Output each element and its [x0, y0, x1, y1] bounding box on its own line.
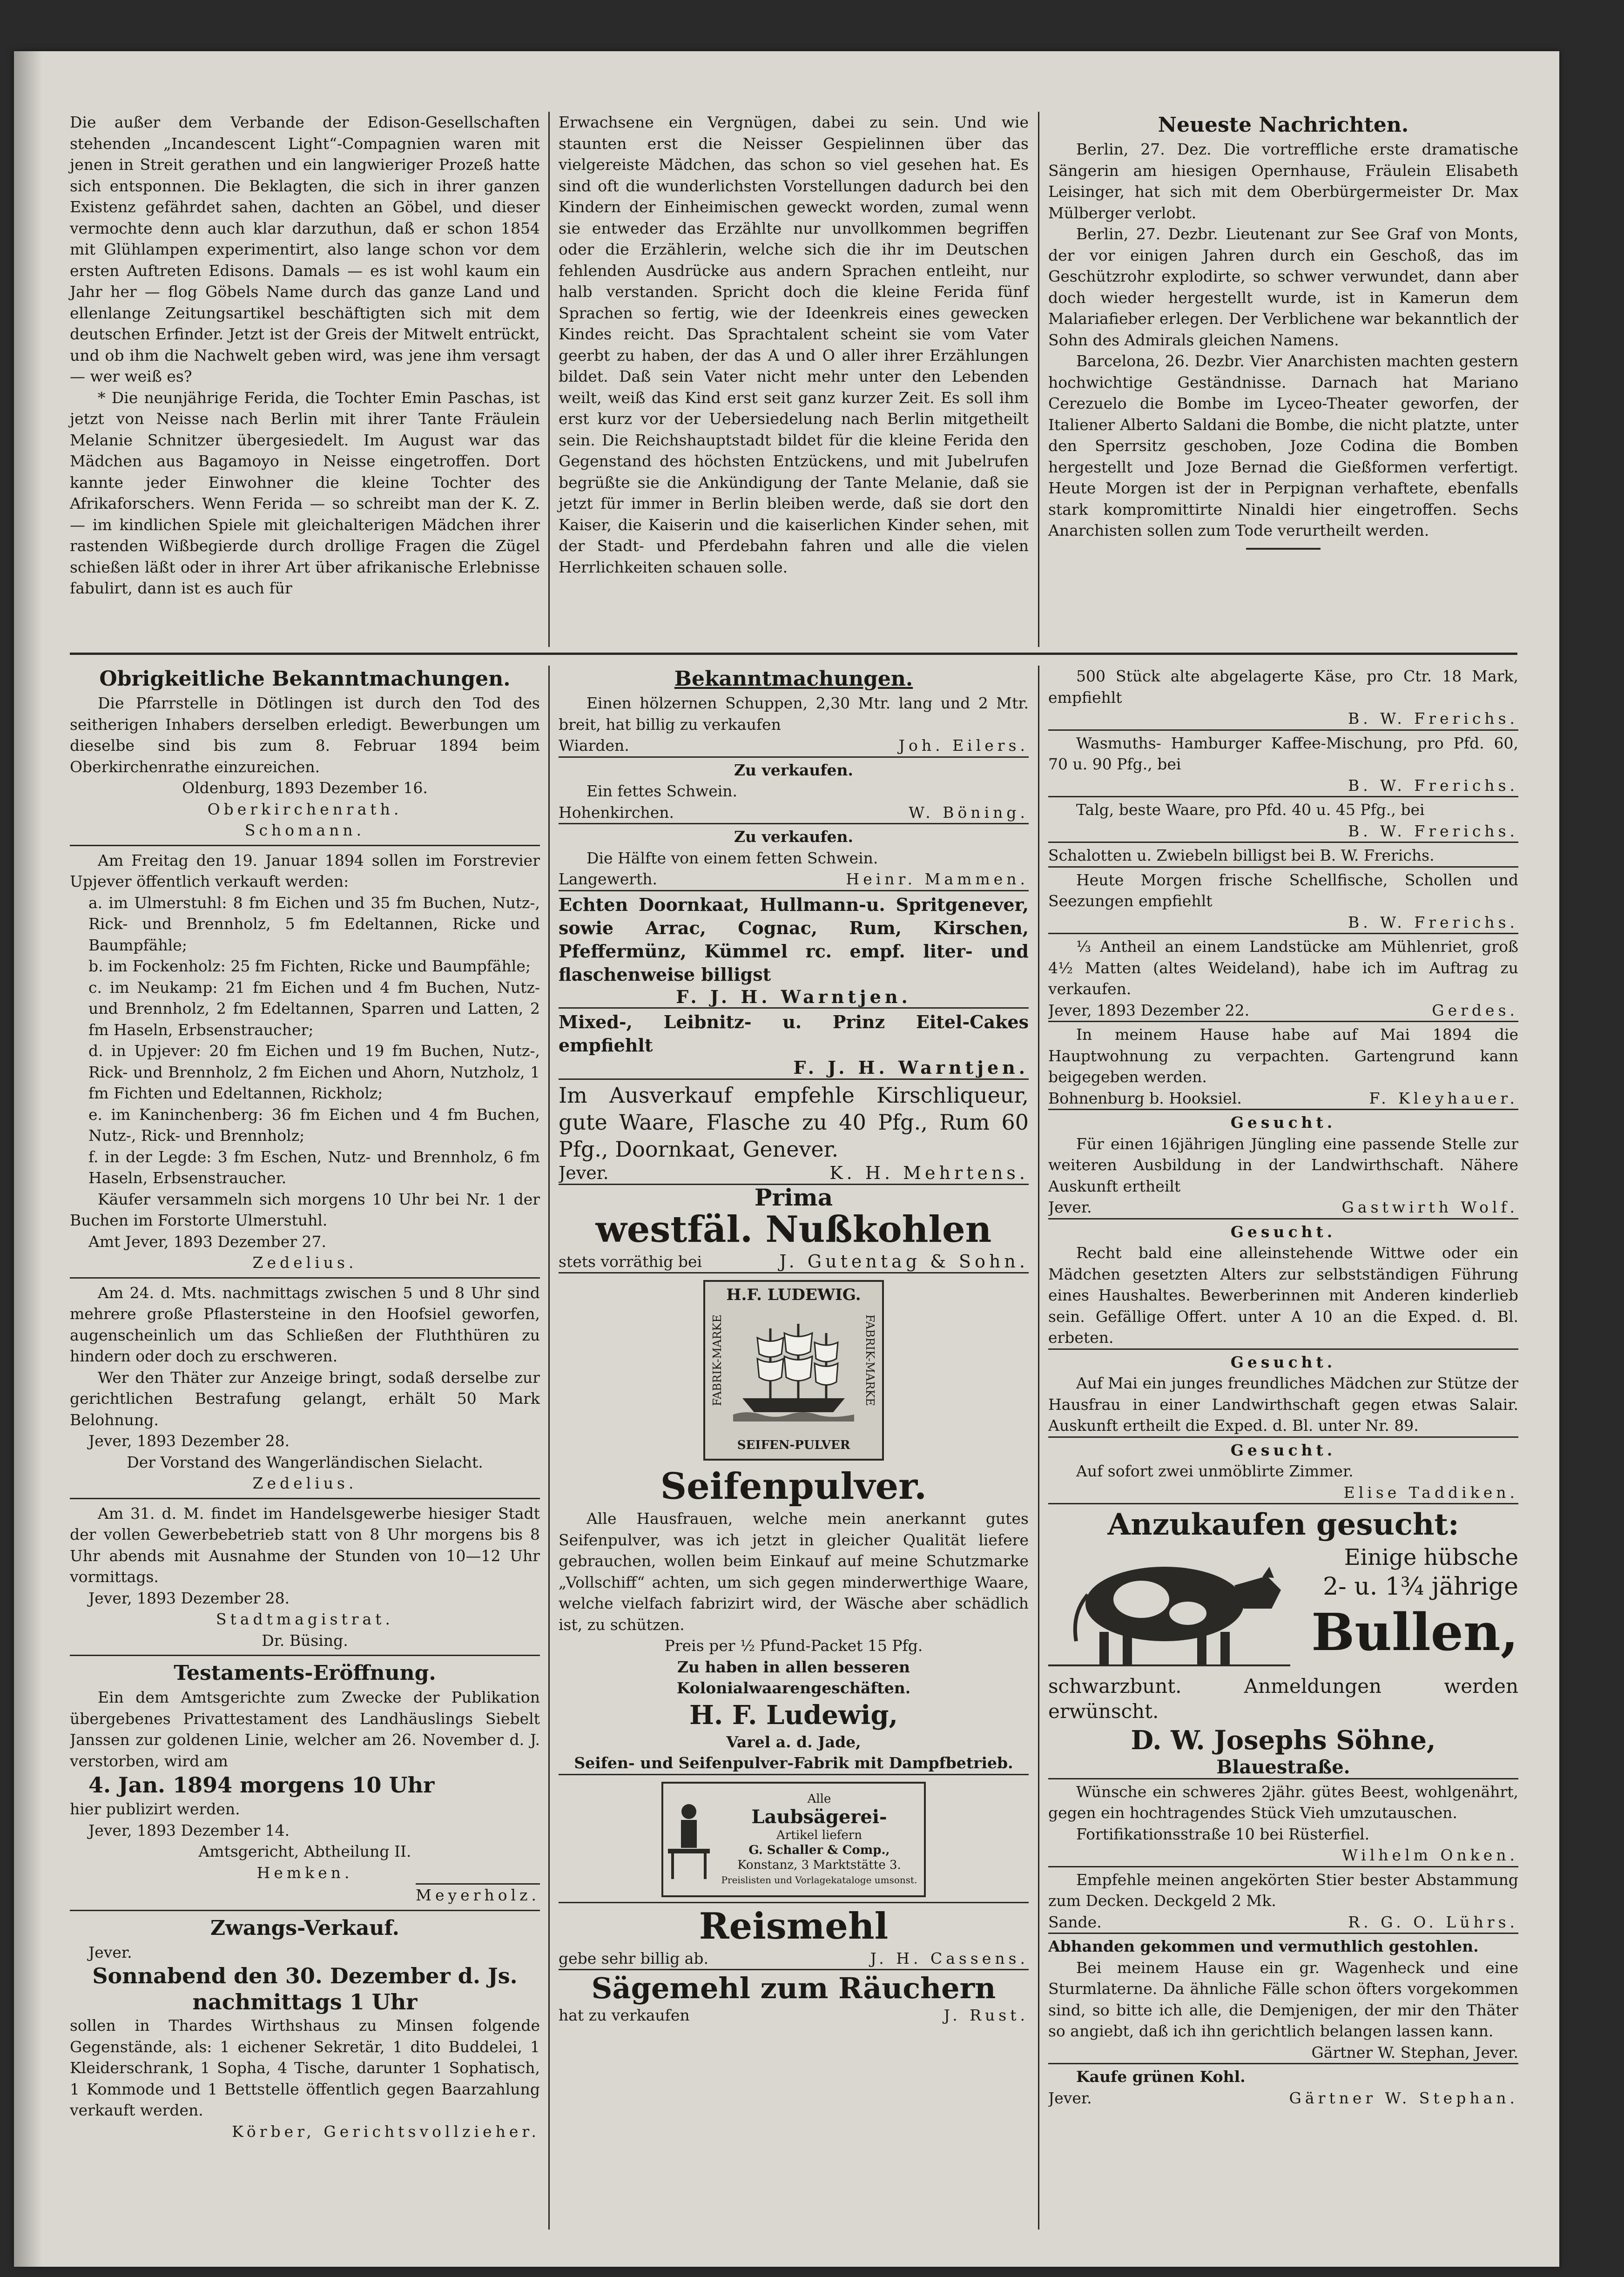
ad-text: Empfehle meinen angekörten Stier bester Abstammung zum Decken. Deckgeld 2 Mk. [1048, 1870, 1518, 1910]
announcement-org: Stadtmagistrat. [216, 1610, 394, 1628]
stamp-line: Artikel liefern [776, 1828, 862, 1842]
forest-sale-intro: Am Freitag den 19. Januar 1894 sollen im Forstrevier Upjever öffentlich verkauft werden: [70, 851, 540, 890]
bull-ad-line: Einige hübsche [1344, 1544, 1518, 1570]
ad-box [1048, 866, 1518, 933]
ad-box [559, 1078, 1029, 1184]
testament-date: 4. Jan. 1894 morgens 10 Uhr [88, 1772, 435, 1798]
ad-box [559, 1184, 1029, 1272]
rule [70, 1277, 540, 1279]
ad-price: Preis per ½ Pfund-Packet 15 Pfg. [664, 1637, 923, 1655]
list-item: a. im Ulmerstuhl: 8 fm Eichen und 35 fm Buchen, Nutz-, Rick- und Brennholz, 5 fm Edeltannen, Ricke und Baumpfähle; [88, 893, 540, 954]
ad-place: Jever. [1048, 1198, 1092, 1216]
announcement-place: Amt Jever, 1893 Dezember 27. [88, 1232, 327, 1251]
ad-place: Jever. [1048, 2088, 1092, 2107]
ad-place: Jever, 1893 Dezember 22. [1048, 1001, 1250, 1019]
ad-name: Gastwirth Wolf. [1341, 1198, 1518, 1216]
ad-signature [559, 802, 1029, 823]
ad-text: gebe sehr billig ab. [559, 1949, 709, 1967]
stamp-line: Laubsägerei- [751, 1805, 887, 1828]
official-announcements-column [70, 666, 540, 2230]
news-heading: Neueste Nachrichten. [1158, 113, 1409, 137]
stamp-line: Alle [807, 1792, 831, 1806]
ad-text: Schalotten u. Zwiebeln billigst bei B. W. Frerichs. [1048, 846, 1435, 864]
ad-box [1048, 1503, 1518, 1778]
ad-heading: Gesucht. [1230, 1113, 1336, 1132]
ad-box [1048, 729, 1518, 796]
ad-name: H. F. Ludewig, [689, 1699, 898, 1731]
ad-name: F. Kleyhauer. [1369, 1089, 1518, 1107]
ad-signature [1048, 1088, 1518, 1109]
announcement-org: Oberkirchenrath. [207, 800, 403, 818]
ad-box [1048, 1348, 1518, 1436]
article-ferida-cont: Erwachsene ein Vergnügen, dabei zu sein. Und wie staunten erst die Neisser Gespielinnen über das vielgereiste Mädchen, das schon so viel gesehen hat. Es sind oft die wunderlichsten Vorstellungen dadurch bei den Kindern der Einheimischen geweckt worden, zumal wenn sie entweder das Erzählte nur unvollkommen begriffen oder die Erzählerin, welche sich die ihr im Deutschen fehlenden Ausdrücke aus andern Sprachen entleiht, nur halb verstanden. Spricht doch die kleine Ferida fünf Sprachen so fertig, wie der Ideenkreis eines gewecken Kindes reicht. Das Sprachtalent scheint sie vom Vater geerbt zu haben, der das A und O aller ihrer Erzählungen bildet. Daß sein Vater nicht mehr unter den Lebenden weilt, weiß das Kind erst seit ganz kurzer Zeit. Es soll ihm erst kurz vor der Uebersiedelung nach Berlin mitgetheilt sein. Die Reichshauptstadt bildet für die kleine Ferida den Gegenstand des höchsten Entzückens, und mit Jubelrufen begrüßte sie die Ankündigung der Tante Melanie, daß sie jetzt für immer in Berlin bleiben werde, daß sie dort den Kaiser, die Kaiserin und die kaiserlichen Kinder sehen, mit der Stadt- und Pferdebahn fahren und alle die vielen Herrlichkeiten schauen solle. [559, 113, 1029, 576]
ad-signature [1048, 1197, 1518, 1218]
logo-bottom-text: SEIFEN-PULVER [737, 1438, 850, 1452]
ad-name: Heinr. Mammen. [846, 870, 1029, 888]
ad-signature [559, 735, 1029, 756]
top-column-3 [1048, 112, 1518, 556]
ad-box [559, 1774, 1029, 1897]
forced-sale-signer: Körber, Gerichtsvollzieher. [232, 2122, 540, 2141]
rule [70, 1910, 540, 1911]
ad-box [1048, 842, 1518, 866]
announcement-clerk: Meyerholz. [416, 1883, 540, 1906]
news-item: Berlin, 27. Dezbr. Lieutenant zur See Graf von Monts, der vor einigen Jahren durch ein Geschoß, das im Geschützrohr explodirte, so schwer verwundet, dann aber doch wieder hergestellt wurde, ist in Kamerun dem Malariafieber erlegen. Der Verblichene war bekanntlich der Sohn des Admirals gleichen Namens. [1048, 225, 1518, 349]
fretsaw-worker-icon [663, 1798, 714, 1881]
announcement-text: Am 24. d. Mts. nachmittags zwischen 5 und 8 Uhr sind mehrere große Pflastersteine in den Hoofsiel geworfen, augenscheinlich um das Schließen der Fluththüren zu hindern oder doch zu erschweren. [70, 1283, 540, 1365]
list-item: d. in Upjever: 20 fm Eichen und 19 fm Buchen, Nutz-, Rick- und Brennholz, 2 fm Eichen und Ahorn, Nutzholz, 1 fm Fichten und Edeltannen, Rickholz; [88, 1042, 540, 1102]
ad-box [559, 1969, 1029, 2026]
testament-heading: Testaments-Eröffnung. [174, 1661, 436, 1685]
ad-text: Einen hölzernen Schuppen, 2,30 Mtr. lang und 2 Mtr. breit, hat billig zu verkaufen [559, 694, 1029, 734]
ad-text: Echten Doornkaat, Hullmann-u. Spritgenever, sowie Arrac, Cognac, Rum, Kirschen, Pfeffermünz, Kümmel rc. empf. liter- und flaschenweise billigst [559, 894, 1029, 985]
ad-signature [1048, 2088, 1518, 2109]
ad-name: J. Gutentag & Sohn. [779, 1251, 1029, 1272]
list-item: c. im Neukamp: 21 fm Eichen und 4 fm Buchen, Nutz- und Brennholz, 2 fm Edeltannen, Sparren und Latten, 2 fm Haseln, Erbsenstraucher; [88, 978, 540, 1039]
announcement-org: Amtsgericht, Abtheilung II. [198, 1842, 411, 1860]
ad-name: Elise Taddiken. [1343, 1483, 1518, 1502]
ad-box [559, 756, 1029, 823]
ad-place: Hohenkirchen. [559, 803, 674, 822]
ad-place: Langewerth. [559, 870, 658, 888]
ad-box [1048, 796, 1518, 842]
ad-place: Bohnenburg b. Hooksiel. [1048, 1089, 1242, 1107]
logo-side-text: FABRIK-MARKE [863, 1314, 876, 1406]
top-column-2 [559, 112, 1029, 578]
official-heading: Obrigkeitliche Bekanntmachungen. [99, 667, 511, 691]
top-column-1 [70, 112, 540, 599]
announcement-signer: Hemken. [256, 1863, 353, 1882]
ad-name: D. W. Josephs Söhne, [1131, 1725, 1436, 1756]
ad-place: Blauestraße. [1216, 1756, 1350, 1778]
rule [70, 845, 540, 846]
ad-signature [1048, 1912, 1518, 1933]
ad-box [1048, 2063, 1518, 2109]
news-item: Berlin, 27. Dez. Die vortreffliche erste dramatische Sängerin am hiesigen Opernhause, Fräulein Elisabeth Leisinger, hat sich mit dem Oberbürgermeister Dr. Max Mülberger verlobt. [1048, 140, 1518, 222]
announcement-place: Jever, 1893 Dezember 28. [88, 1432, 290, 1450]
ad-text: Auf Mai ein junges freundliches Mädchen zur Stütze der Hausfrau in einer Landwirthschaft gegen etwas Salair. Auskunft ertheilt die Exped. d. Bl. unter Nr. 89. [1048, 1374, 1518, 1435]
ad-box [1048, 1021, 1518, 1109]
ad-place: Sande. [1048, 1913, 1102, 1931]
bull-ad-row [1048, 1543, 1518, 1674]
ad-heading: Zu verkaufen. [734, 828, 854, 846]
ad-box [559, 1902, 1029, 1969]
ad-place: Wiarden. [559, 736, 629, 755]
announcement-text: Wer den Thäter zur Anzeige bringt, sodaß derselbe zur gerichtlichen Bestrafung gelangt, erhält 50 Mark Belohnung. [70, 1368, 540, 1429]
page-edge-shadow [14, 51, 42, 2267]
ad-name: Gärtner W. Stephan. [1289, 2088, 1518, 2107]
ad-text: Recht bald eine alleinstehende Wittwe oder ein Mädchen gesetzten Alters zur selbstständigen Führung eines Haushaltes. Bewerberinnen mit Anderen kinderlieb sein. Gefällige Offert. unter A 10 an die Exped. d. Bl. erbeten. [1048, 1244, 1518, 1347]
ship-icon [733, 1319, 854, 1421]
ad-text: Talg, beste Waare, pro Pfd. 40 u. 45 Pfg., bei [1076, 801, 1425, 819]
announcement-signer: Zedelius. [252, 1474, 357, 1492]
ad-text: Für einen 16jährigen Jüngling eine passende Stelle zur weiteren Ausbildung in der Landwirthschaft. Nähere Auskunft ertheilt [1048, 1134, 1518, 1195]
ad-heading: Gesucht. [1230, 1441, 1336, 1459]
bull-ad-text [1290, 1543, 1518, 1663]
ads-heading: Bekanntmachungen. [674, 667, 913, 691]
ad-headline: Seifenpulver. [660, 1465, 927, 1508]
announcement-text: Am 31. d. M. findet im Handelsgewerbe hiesiger Stadt der vollen Gewerbebetrieb statt von 8 Uhr morgens bis 8 Uhr abends mit Ausnahme der Stunden von 10—12 Uhr vormittags. [70, 1504, 540, 1586]
ad-box [1048, 933, 1518, 1021]
ad-signature [559, 1948, 1029, 1969]
rule [70, 1655, 540, 1656]
ad-name: Wilhelm Onken. [1341, 1846, 1518, 1864]
ad-name: J. Rust. [943, 2006, 1029, 2024]
announcement-place: Jever, 1893 Dezember 28. [88, 1589, 290, 1607]
stamp-line: G. Schaller & Comp., [748, 1843, 890, 1857]
announcement-place: Jever, 1893 Dezember 14. [88, 1821, 290, 1839]
ad-text: Bei meinem Hause ein gr. Wagenheck und eine Sturmlaterne. Da ähnliche Fälle schon öfters vorgekommen sind, so bitte ich alle, die Demjenigen, der mir den Thäter so angiebt, daß ich ihn gerichtlich belangen lassen kann. [1048, 1958, 1518, 2040]
ad-text: Wünsche ein schweres 2jähr. gütes Beest, wohlgenährt, gegen ein hochtragendes Stück Vieh umzutauschen. [1048, 1782, 1518, 1822]
ad-headline: Reismehl [699, 1905, 889, 1947]
forest-sale-list [70, 892, 540, 1189]
ad-heading: Abhanden gekommen und vermuthlich gestohlen. [1048, 1937, 1479, 1955]
ad-name: B. W. Frerichs. [1348, 709, 1518, 728]
ad-signature [559, 869, 1029, 890]
ad-place: Varel a. d. Jade, [726, 1732, 861, 1751]
article-ferida: * Die neunjährige Ferida, die Tochter Emin Paschas, ist jetzt von Neisse nach Berlin mit ihrer Tante Fräulein Melanie Schnitzer übergesiedelt. Im August war das Mädchen aus Bagamoyo in Neisse eingetroffen. Dort kannte jeder Einwohner die kleine Tochter des Afrikaforschers. Wenn Ferida — so schreibt man der K. Z. — im kindlichen Spiele mit gleichalterigen Mädchen ihrer rastenden Wißbegierde durch drollige Fragen die Zügel schießen läßt oder in ihrer Art über afrikanische Erlebnisse fabulirt, dann ist es auch für [70, 388, 540, 597]
ad-box [1048, 1778, 1518, 1866]
schaller-stamp [661, 1782, 926, 1897]
ad-text: Alle Hausfrauen, welche mein anerkannt gutes Seifenpulver, was ich jetzt in gleicher Qualität liefere gebrauchen, wollen beim Einkauf auf meine Schutzmarke „Vollschiff“ achten, um sich gegen minderwerthige Waare, welche vielfach fabrizirt wird, der Wäsche aber schädlich ist, zu schützen. [559, 1509, 1029, 1634]
ad-headline: Anzukaufen gesucht: [1107, 1507, 1459, 1542]
ad-box [1048, 1109, 1518, 1218]
bull-ad-headline: Bullen, [1311, 1602, 1518, 1662]
ad-name: J. H. Cassens. [870, 1949, 1029, 1967]
column-divider [1038, 666, 1039, 2230]
ad-box [1048, 1218, 1518, 1348]
section-divider [70, 653, 1517, 655]
ad-heading: Gesucht. [1230, 1353, 1336, 1371]
announcement-signer: Zedelius. [252, 1253, 357, 1272]
ad-signature [1048, 1000, 1518, 1021]
column-divider [1038, 112, 1039, 647]
ad-text: Wasmuths- Hamburger Kaffee-Mischung, pro Pfd. 60, 70 u. 90 Pfg., bei [1048, 734, 1518, 773]
logo-top-text: H.F. LUDEWIG. [726, 1286, 861, 1304]
list-item: b. im Fockenholz: 25 fm Fichten, Ricke und Baumpfähle; [88, 957, 531, 975]
ad-box [1048, 1436, 1518, 1503]
rule [70, 1498, 540, 1499]
column-divider [548, 112, 550, 647]
ad-text: hat zu verkaufen [559, 2006, 690, 2024]
ad-name: F. J. H. Warntjen. [793, 1057, 1029, 1078]
ad-text: ⅓ Antheil an einem Landstücke am Mühlenriet, groß 4½ Matten (altes Weideland), habe ich im Auftrag zu verkaufen. [1048, 937, 1518, 998]
announcement-signer: Schomann. [244, 821, 365, 839]
ad-signature [559, 1251, 1029, 1273]
forced-sale-place: Jever. [88, 1943, 132, 1961]
bull-ad-line: schwarzbunt. Anmeldungen werden erwünscht. [1048, 1675, 1518, 1723]
ad-text: 500 Stück alte abgelagerte Käse, pro Ctr. 18 Mark, empfiehlt [1048, 667, 1518, 707]
classifieds-column [1048, 666, 1518, 2230]
ad-name: Gerdes. [1432, 1001, 1518, 1019]
stamp-line: Konstanz, 3 Marktstätte 3. [737, 1858, 901, 1872]
ad-signature [559, 2005, 1029, 2026]
ad-signature [559, 1163, 1029, 1184]
ad-text: Auf sofort zwei unmöblirte Zimmer. [1076, 1462, 1354, 1480]
ad-name: B. W. Frerichs. [1348, 822, 1518, 840]
ad-text: Seifen- und Seifenpulver-Fabrik mit Dampfbetrieb. [574, 1754, 1013, 1772]
ad-heading: Zu verkaufen. [734, 761, 854, 779]
ad-headline: Sägemehl zum Räuchern [591, 1971, 996, 2005]
ludewig-trademark-logo [703, 1280, 884, 1461]
stamp-text [714, 1792, 924, 1887]
ad-name: Joh. Eilers. [898, 736, 1029, 755]
ad-name: Gärtner W. Stephan, Jever. [1311, 2043, 1518, 2061]
news-end-rule [1246, 548, 1321, 550]
ad-text: In meinem Hause habe auf Mai 1894 die Hauptwohnung zu verpachten. Gartengrund kann beigegeben werden. [1048, 1025, 1518, 1086]
bull-icon [1048, 1543, 1290, 1674]
ad-box [559, 1007, 1029, 1078]
ad-text: Heute Morgen frische Schellfische, Schollen und Seezungen empfiehlt [1048, 870, 1518, 910]
newspaper-page [14, 51, 1559, 2267]
ad-heading: Prima [754, 1184, 833, 1211]
ad-text: Mixed-, Leibnitz- u. Prinz Eitel-Cakes empfiehlt [559, 1011, 1029, 1056]
article-goebel: Die außer dem Verbande der Edison-Gesellschaften stehenden „Incandescent Light“-Compagnien waren mit jenen in Streit gerathen und ein langwieriger Prozeß hatte sich entsponnen. Die Beklagten, die sich in ihrer ganzen Existenz gefährdet sahen, dachten an Göbel, und dieser vermochte denn auch klar darzuthun, daß er schon 1854 mit Glühlampen experimentirt, also lange schon vor dem ersten Auftreten Edisons. Damals — es ist wohl kaum ein Jahr her — flog Göbels Name durch das ganze Land und ellenlange Zeitungsartikel beschäftigten sich mit dem deutschen Erfinder. Jetzt ist der Greis der Mitwelt entrückt, und ob ihm die Nachwelt geben wird, was jene ihm versagt — wer weiß es? [70, 113, 540, 385]
ad-box [559, 823, 1029, 890]
ad-text: stets vorräthig bei [559, 1252, 702, 1271]
ad-text: Zu haben in allen besseren Kolonialwaarengeschäften. [676, 1657, 911, 1697]
announcement-place: Oldenburg, 1893 Dezember 16. [182, 779, 428, 797]
list-item: f. in der Legde: 3 fm Eschen, Nutz- und Brennholz, 6 fm Haseln, Erbsenstraucher. [88, 1147, 540, 1187]
news-item: Barcelona, 26. Dezbr. Vier Anarchisten machten gestern hochwichtige Geständnisse. Darnach hat Mariano Cerezuelo die Bombe im Lyceo-Theater geworfen, der Italiener Alberto Saldani die Bombe, die nicht platzte, unter den Sperrsitz geschoben, Joze Codina die Bomben hergestellt und Joze Bernad die Gießformen verfertigt. Heute Morgen ist der in Perpignan verhaftete, ebenfalls stark kompromittirte Ninaldi hier eingetroffen. Sechs Anarchisten sollen zum Tode verurtheilt werden. [1048, 352, 1518, 539]
ad-text: Im Ausverkauf empfehle Kirschliqueur, gute Waare, Flasche zu 40 Pfg., Rum 60 Pfg., Doornkaat, Genever. [559, 1082, 1029, 1162]
ad-text: Ein fettes Schwein. [586, 782, 738, 800]
ad-heading: Gesucht. [1230, 1222, 1336, 1241]
forced-sale-date: Sonnabend den 30. Dezember d. Js. nachmittags 1 Uhr [92, 1963, 518, 2014]
ad-name: B. W. Frerichs. [1348, 776, 1518, 795]
ad-name: F. J. H. Warntjen. [676, 986, 911, 1007]
ad-text: Kaufe grünen Kohl. [1076, 2068, 1246, 2086]
testament-after: hier publizirt werden. [70, 1800, 240, 1818]
bull-ad-line: 2- u. 1¾ jährige [1323, 1573, 1518, 1601]
ad-headline: westfäl. Nußkohlen [595, 1208, 992, 1251]
ad-name: R. G. O. Lührs. [1348, 1913, 1518, 1931]
ad-place: Jever. [559, 1162, 609, 1183]
list-item: e. im Kaninchenberg: 36 fm Eichen und 4 fm Buchen, Nutz-, Rick- und Brennholz; [88, 1105, 540, 1145]
announcement-signer: Dr. Büsing. [262, 1631, 348, 1650]
announcement-text: Die Pfarrstelle in Dötlingen ist durch den Tod des seitherigen Inhabers derselben erledigt. Bewerbungen um dieselbe sind bis zum 8. Februar 1894 beim Oberkirchenrathe einzureichen. [70, 694, 540, 776]
stamp-line: Preislisten und Vorlagekataloge umsonst. [721, 1874, 917, 1886]
ad-box [1048, 1866, 1518, 1933]
ad-name: W. Böning. [909, 803, 1029, 822]
forest-sale-outro: Käufer versammeln sich morgens 10 Uhr bei Nr. 1 der Buchen im Forstorte Ulmerstuhl. [70, 1190, 540, 1229]
ad-text: Die Hälfte von einem fetten Schwein. [586, 849, 878, 867]
ad-name: B. W. Frerichs. [1348, 913, 1518, 931]
advertisements-column [559, 666, 1029, 2230]
ad-place: Fortifikationsstraße 10 bei Rüsterfiel. [1076, 1825, 1370, 1843]
forced-sale-text: sollen in Thardes Wirthshaus zu Minsen folgende Gegenstände, als: 1 eichener Sekretär, 1 dito Buddelei, 1 Kleiderschrank, 1 Sopha, 4 Tische, darunter 1 Sophatisch, 1 Kommode und 1 Bettstelle öffentlich gegen Baarzahlung verkauft werden. [70, 2016, 540, 2119]
testament-text: Ein dem Amtsgerichte zum Zwecke der Publikation übergebenes Privattestament des Landhäuslings Siebelt Janssen zur goldenen Linie, welcher am 26. November d. J. verstorben, wird am [70, 1688, 540, 1770]
ad-name: K. H. Mehrtens. [829, 1162, 1029, 1183]
column-divider [548, 666, 550, 2230]
logo-side-text: FABRIK-MARKE [711, 1314, 724, 1406]
forced-sale-heading: Zwangs-Verkauf. [210, 1916, 400, 1940]
ad-box [559, 1272, 1029, 1774]
ad-box [559, 890, 1029, 1008]
announcement-org: Der Vorstand des Wangerländischen Sielacht. [127, 1453, 483, 1471]
ad-box [1048, 1933, 1518, 2063]
